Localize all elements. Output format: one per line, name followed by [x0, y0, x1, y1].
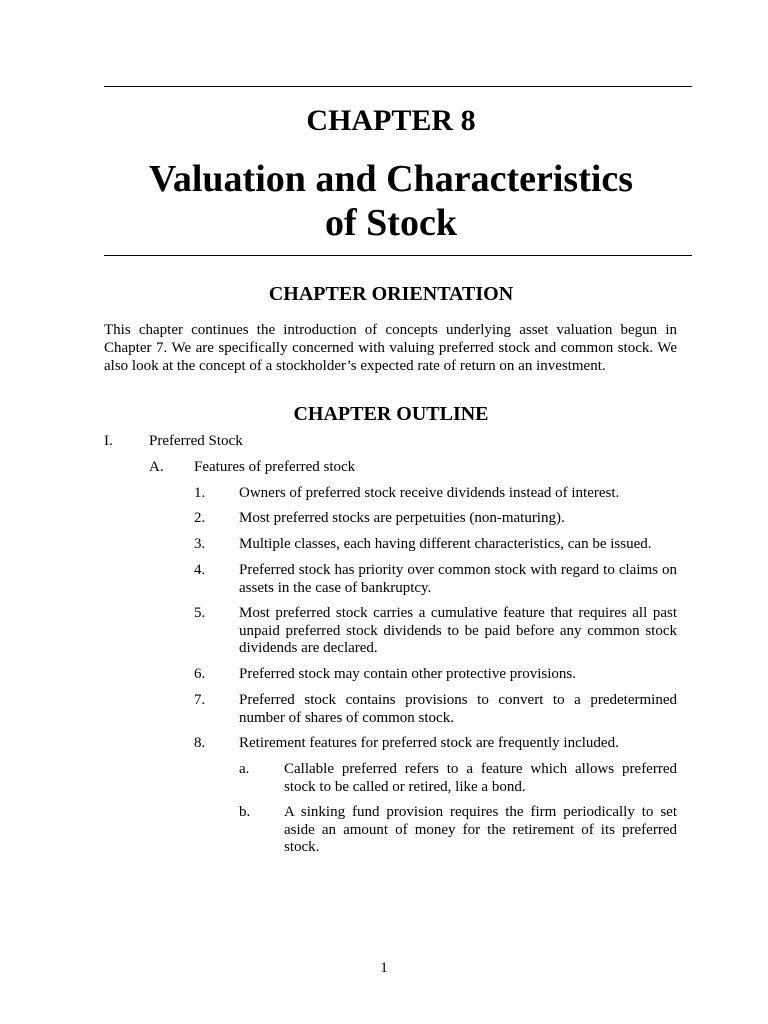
outline-marker: 7. [194, 692, 206, 708]
outline-item-text: Owners of preferred stock receive dividends instead of interest. [239, 485, 620, 501]
outline-item-text: Preferred stock contains provisions to convert to a predetermined number of shares of common stock. [239, 692, 677, 726]
outline-marker: a. [239, 761, 250, 777]
outline-marker: 5. [194, 605, 206, 621]
outline-marker: 3. [194, 536, 206, 552]
outline-item-text: Most preferred stocks are perpetuities (non-maturing). [239, 510, 565, 526]
orientation-paragraph: This chapter continues the introduction of concepts underlying asset valuation begun in Chapter 7. We are specifically concerned with valuing preferred stock and common stock. We also look at the concept of a stockholder’s expected rate of return on an investment. [104, 322, 677, 374]
outline-marker: 4. [194, 562, 206, 578]
outline-item-text: Callable preferred refers to a feature which allows preferred stock to be called or retired, like a bond. [284, 761, 677, 795]
page-number: 1 [380, 960, 388, 976]
chapter-title-line-1: Valuation and Characteristics [148, 158, 634, 200]
chapter-title-line-2: of Stock [325, 202, 457, 244]
outline-marker: 8. [194, 735, 206, 751]
outline-marker: 1. [194, 485, 206, 501]
outline-item-text: Features of preferred stock [194, 459, 356, 475]
bottom-rule [104, 255, 692, 256]
outline-marker: 6. [194, 666, 206, 682]
outline-marker: b. [239, 804, 251, 820]
chapter-title [60, 157, 722, 245]
outline-marker: 2. [194, 510, 206, 526]
orientation-heading: CHAPTER ORIENTATION [268, 283, 514, 305]
outline-item-text: Most preferred stock carries a cumulative feature that requires all past unpaid preferred stock dividends to be paid before any common stock dividends are declared. [239, 605, 677, 656]
outline-item-text: A sinking fund provision requires the firm periodically to set aside an amount of money for the retirement of its preferred stock. [284, 804, 677, 855]
outline-item-text: Multiple classes, each having different characteristics, can be issued. [239, 536, 652, 552]
chapter-number: CHAPTER 8 [306, 104, 476, 137]
top-rule [104, 86, 692, 87]
outline-item-text: Preferred stock has priority over common stock with regard to claims on assets in the case of bankruptcy. [239, 562, 677, 596]
outline-item-text: Retirement features for preferred stock are frequently included. [239, 735, 619, 751]
outline-marker: I. [104, 433, 113, 449]
outline-heading: CHAPTER OUTLINE [293, 403, 489, 425]
outline-marker: A. [149, 459, 164, 475]
outline-item-text: Preferred stock may contain other protective provisions. [239, 666, 576, 682]
outline-item-text: Preferred Stock [149, 433, 243, 449]
